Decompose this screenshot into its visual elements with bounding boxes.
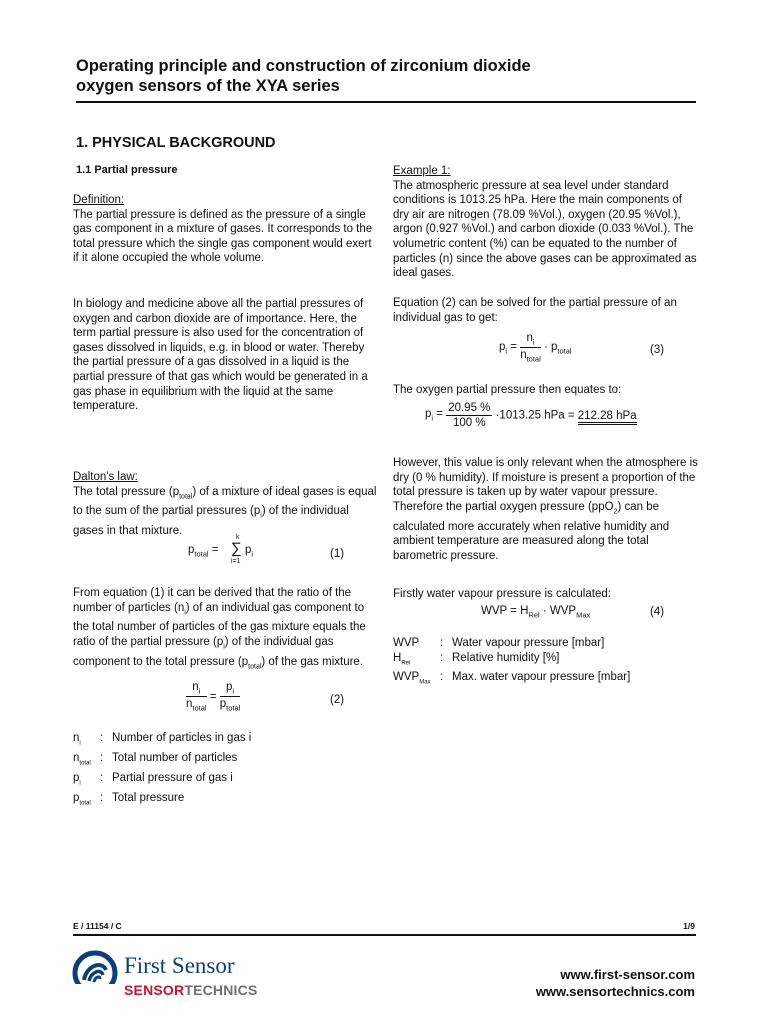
document-title <box>76 56 696 96</box>
legend-row <box>393 651 630 671</box>
title-line-2: oxygen sensors of the XYA series <box>76 77 340 95</box>
equation-1: $p_{total}$ = k ∑ i=1 $p_i$ <box>188 534 254 565</box>
equation-2-solve-text: Equation (2) can be solved for the partial pressure of an individual gas to get: <box>393 297 677 324</box>
title-rule <box>76 101 696 103</box>
legend-symbol: $H_{Rel}$ <box>393 651 411 666</box>
legend-description: Relative humidity [%] <box>452 651 560 664</box>
legend-description: Number of particles in gas i <box>112 732 252 744</box>
equation-2: $\frac{n_i}{n_{total}}$ = $\frac{p_i}{p_{total}}$ <box>186 681 241 713</box>
equation-4: WVP = $H_{Rel} \cdot WVP_{Max}$ <box>481 605 591 620</box>
footer-rule <box>73 934 696 936</box>
oxygen-text: The oxygen partial pressure then equates to: <box>393 384 622 396</box>
equation-3-number: (3) <box>650 344 665 356</box>
equation-2-number: (2) <box>330 694 345 706</box>
legend-description: Partial pressure of gas i <box>112 771 233 784</box>
legend-description: Total number of particles <box>112 751 238 764</box>
first-sensor-logo-icon <box>72 950 118 996</box>
legend-symbol: WVP <box>393 637 420 649</box>
calc-result: 212.28 hPa <box>578 410 637 425</box>
legend-colon: : <box>100 791 104 804</box>
legend-symbol: $n_{total}$ <box>73 751 91 767</box>
legend-description: Max. water vapour pressure [mbar] <box>452 671 631 684</box>
definition-block <box>73 193 378 266</box>
legend-description: Water vapour pressure [mbar] <box>452 637 605 649</box>
sigma-symbol: ∑ <box>231 540 242 557</box>
variable-legend <box>73 731 251 811</box>
derived-paragraph: From equation (1) it can be derived that the ratio of the number of particles $(n_i)$ of an individual gas component to the total number of particles of the gas mixture equals the ratio of the partial pressure $(p_i)$ of the individual gas component to the total pressure $(p_{total})$ of the gas mixture. <box>73 587 366 671</box>
biology-paragraph: In biology and medicine above all the partial pressures of oxygen and carbon dioxide are of importance. Here, the term partial pressure is also used for the concentration of gases dissolved in liquids, e.g. in blood or water. Thereby the partial pressure of a gas dissolved in a liquid is the partial pressure of that gas which would be generated in a gas phase in equilibrium with the liquid at the same temperature. <box>73 298 368 413</box>
legend-row <box>393 636 630 651</box>
legend-row <box>393 670 630 690</box>
wvp-legend <box>393 636 630 690</box>
legend-colon: : <box>440 651 444 664</box>
equation-3: $p_i$ = $\frac{n_i}{n_{total}}$ · $p_{total}$ <box>499 332 572 364</box>
calc-denominator: 100 % <box>452 417 486 429</box>
definition-text: The partial pressure is defined as the pressure of a single gas component in a mixture of gases. It corresponds to the total pressure which the single gas component would exert if it alone occupied the whole volume. <box>73 208 373 265</box>
title-line-1: Operating principle and construction of zirconium dioxide <box>76 57 531 75</box>
equation-1-number: (1) <box>330 548 345 560</box>
section-heading: 1. PHYSICAL BACKGROUND <box>76 135 276 151</box>
calc-numerator: 20.95 % <box>448 402 491 414</box>
daltons-block <box>73 470 378 539</box>
wvp-intro: Firstly water vapour pressure is calculated: <box>393 588 611 600</box>
subsection-heading: 1.1 Partial pressure <box>76 164 178 176</box>
brand-name: First Sensor <box>124 953 235 978</box>
footer-links <box>536 966 695 1000</box>
legend-colon: : <box>100 732 104 744</box>
document-code: E / 11154 / C <box>73 921 122 931</box>
legend-row <box>73 791 251 811</box>
example-label: Example 1: <box>393 165 451 177</box>
definition-label: Definition: <box>73 194 125 206</box>
legend-symbol: $p_{total}$ <box>73 791 91 806</box>
legend-description: Total pressure <box>112 791 185 804</box>
legend-row <box>73 751 251 771</box>
legend-colon: : <box>100 771 104 784</box>
website-link-first-sensor[interactable]: www.first-sensor.com <box>560 967 695 982</box>
website-link-sensortechnics[interactable]: www.sensortechnics.com <box>535 984 695 999</box>
legend-row <box>73 731 251 751</box>
legend-symbol: $n_i$ <box>73 732 81 747</box>
however-paragraph: However, this value is only relevant when the atmosphere is dry (0 % humidity). If moisture is present a proportion of the total pressure is taken up by water vapour pressure. Therefore the partial oxygen pressure (ppO$_2$) can be calculated more accurately when relative humidity and ambient temperature are measured along the total barometric pressure. <box>393 457 698 562</box>
example-block <box>393 164 698 281</box>
daltons-label: Dalton's law: <box>73 471 138 483</box>
equation-4-number: (4) <box>650 606 665 618</box>
legend-symbol: $WVP_{Max}$ <box>393 671 431 686</box>
legend-colon: : <box>100 751 104 764</box>
legend-row <box>73 771 251 791</box>
page-number: 1/9 <box>683 921 695 931</box>
brand-subline: SENSORTECHNICS <box>124 982 258 998</box>
example-text: The atmospheric pressure at sea level under standard conditions is 1013.25 hPa. Here the main components of dry air are nitrogen (78.09 %Vol.), oxygen (20.95 %Vol.), argon (0.927 %Vol.) and carbon dioxide (0.033 %Vol.). The volumetric content (%) can be equated to the number of particles (n) since the above gases can be approximated as ideal gases. <box>393 179 697 280</box>
legend-colon: : <box>440 671 444 684</box>
legend-colon: : <box>440 637 444 649</box>
legend-symbol: $p_i$ <box>73 771 81 787</box>
oxygen-calculation: $p_i$ = $\frac{20.95 \%}{100 \%}$ ·1013.25 hPa = 212.28 hPa <box>425 402 637 429</box>
daltons-text: The total pressure $(p_{total})$ of a mixture of ideal gases is equal to the sum of the partial pressures $(p_i)$ of the individual gases in that mixture. <box>73 485 377 538</box>
